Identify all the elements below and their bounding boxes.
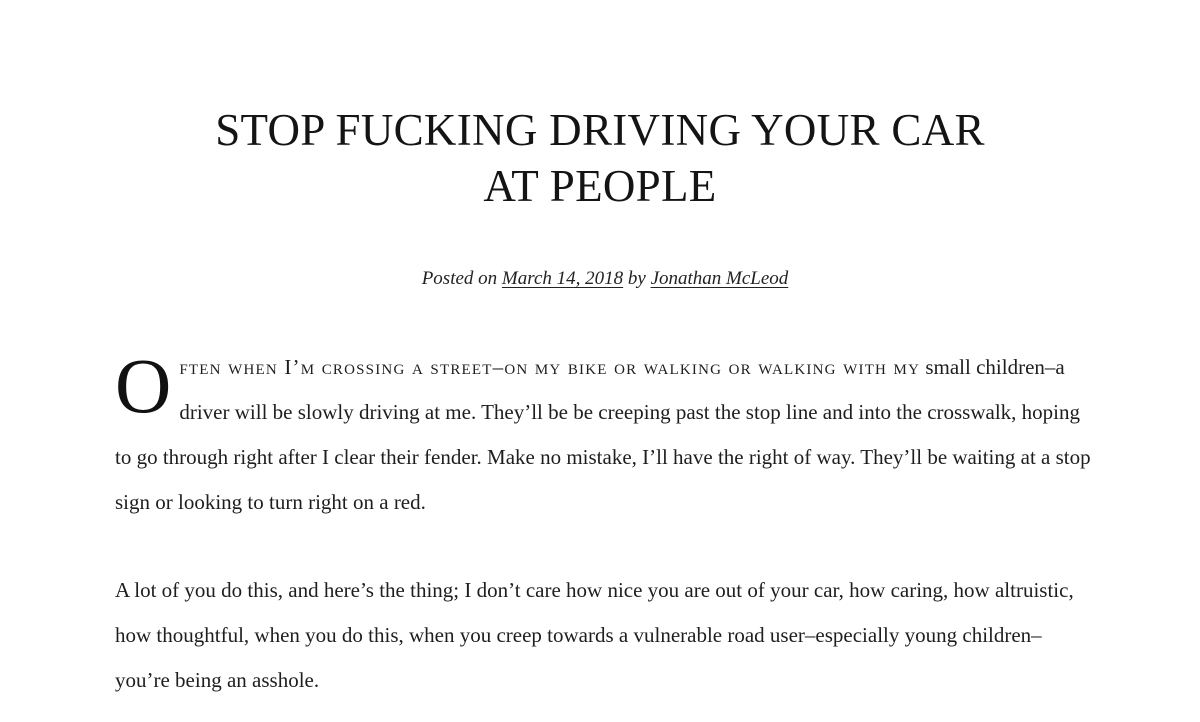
paragraph-2: A lot of you do this, and here’s the thing; I don’t care how nice you are out of your car, how caring, how altruistic, how thoughtful, when you do this, when you creep towards a vulnerable road user–especially young children–you’re being an asshole. (115, 578, 1074, 692)
paragraph-1-text: small children–a driver will be slowly driving at me. They’ll be be creeping past the stop line and into the crosswalk, hoping to go through right after I clear their fender. Make no mistake, I’ll have the right of way. They’ll be waiting at a stop sign or looking to turn right on a red. (115, 355, 1091, 514)
by-label: by (627, 268, 646, 289)
posted-on-label: Posted on (421, 268, 498, 289)
post-title (0, 102, 1200, 214)
post-byline (0, 266, 1200, 292)
post-title-line-2: AT PEOPLE (483, 161, 717, 211)
author-link[interactable]: Jonathan McLeod (650, 268, 789, 289)
paragraph-1 (115, 342, 1095, 525)
post-title-line-1: STOP FUCKING DRIVING YOUR CAR (215, 105, 985, 155)
post-date-link[interactable]: March 14, 2018 (501, 268, 624, 289)
paragraph-1-lead-in: ften when I’m crossing a street–on my bike or walking or walking with my (179, 355, 921, 379)
drop-cap: O (115, 342, 172, 429)
